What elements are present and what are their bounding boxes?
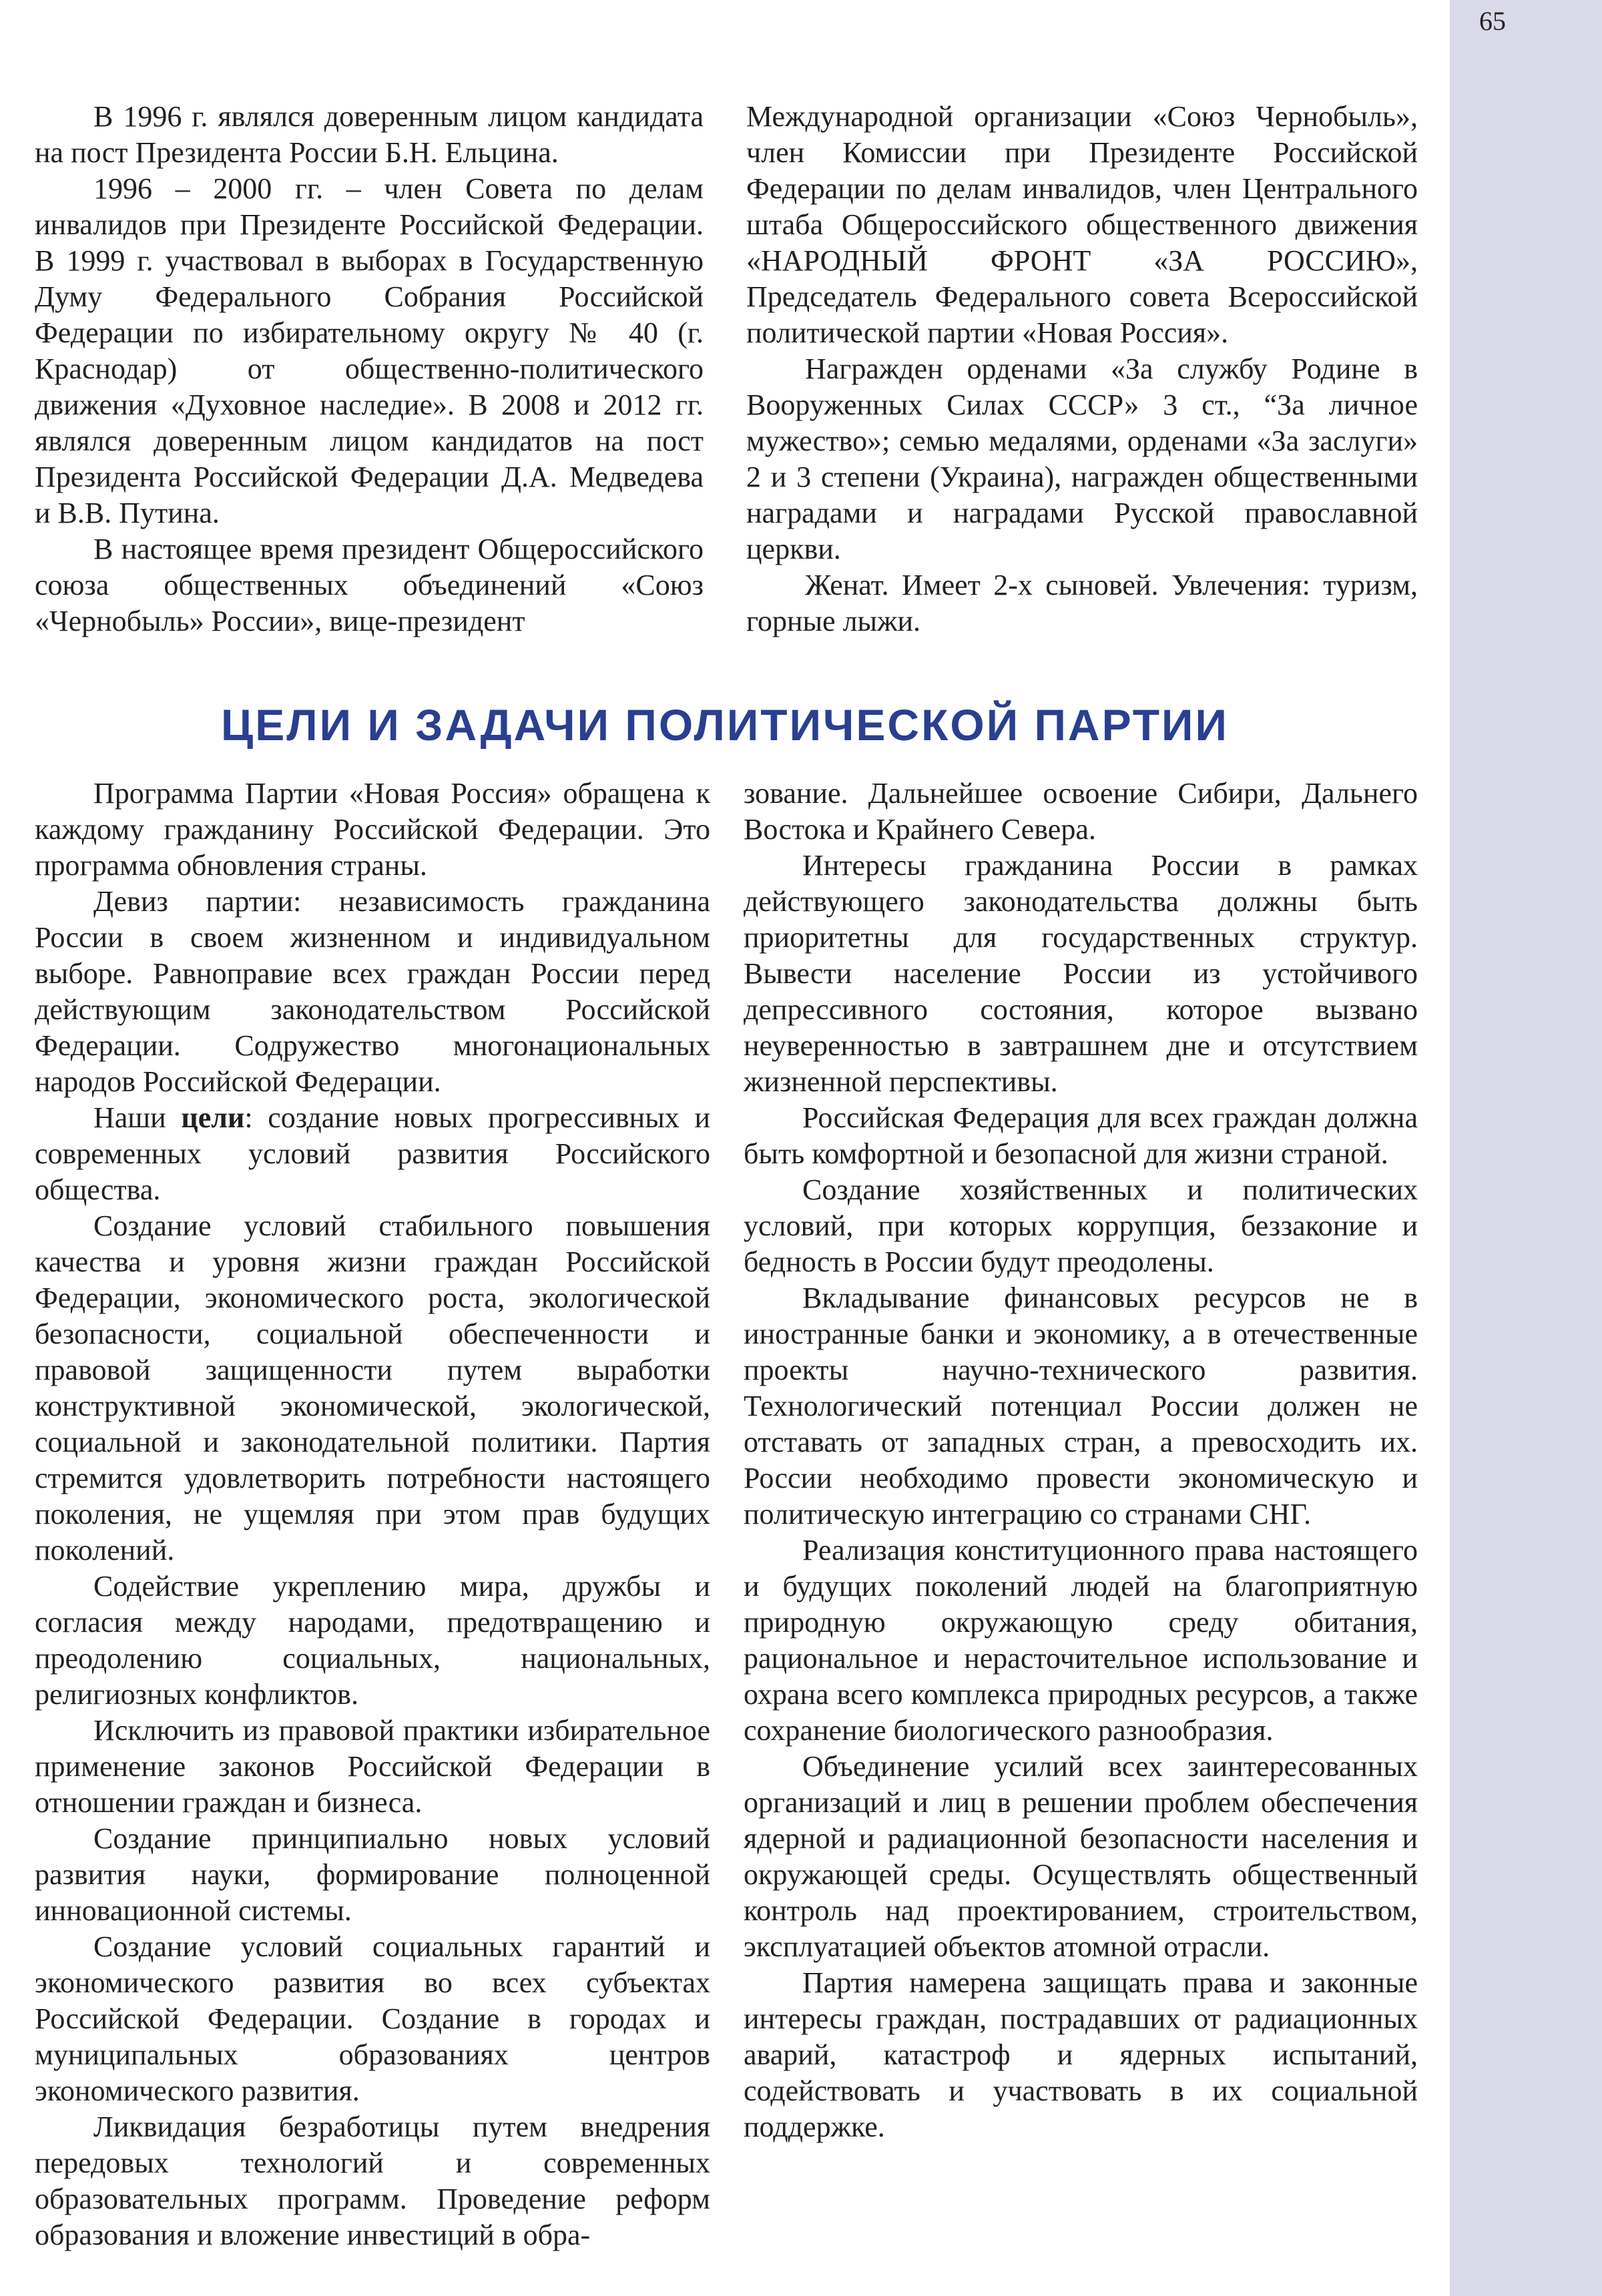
paragraph: Содействие укреплению мира, дружбы и согласия между народами, предотвращению и преодолению социальных, национальных, религиозных конфликтов.	[35, 1570, 710, 1711]
paragraph: В настоящее время президент Общероссийского союза общественных объединений «Союз «Чернобыль» России», вице-президент	[35, 533, 704, 637]
paragraph: Вкладывание финансовых ресурсов не в иностранные банки и экономику, а в отечественные проекты научно-технического развития. Технологический потенциал России должен не отставать от западных стран, а превосходить их. России необходимо провести экономическую и политическую интеграцию со странами СНГ.	[744, 1281, 1418, 1530]
paragraph: Создание условий социальных гарантий и экономического развития во всех субъектах Российской Федерации. Создание в городах и муниципальных образованиях центров экономического развития.	[35, 1930, 710, 2107]
paragraph: Партия намерена защищать права и законные интересы граждан, пострадавших от радиационных аварий, катастроф и ядерных испытаний, содействовать и участвовать в их социальной поддержке.	[744, 1966, 1418, 2143]
paragraph: Женат. Имеет 2-х сыновей. Увлечения: туризм, горные лыжи.	[746, 569, 1418, 637]
paragraph: Интересы гражданина России в рамках действующего законодательства должны быть приоритетны для государственных структур. Вывести население России из устойчивого депрессивного состояния, которое вызвано неуверенностью в завтрашнем дне и отсутствием жизненной перспективы.	[744, 849, 1418, 1098]
paragraph: 1996 – 2000 гг. – член Совета по делам инвалидов при Президенте Российской Федерации. В 1999 г. участвовал в выборах в Государственную Думу Федерального Собрания Российской Федерации по избирательному округу № 40 (г. Краснодар) от общественно-политического движения «Духовное наследие». В 2008 и 2012 гг. являлся доверенным лицом кандидатов на пост Президента Российской Федерации Д.А. Медведева и В.В. Путина.	[35, 172, 704, 529]
page-number: 65	[1479, 6, 1506, 36]
top-right-column	[746, 99, 1418, 639]
paragraph: Программа Партии «Новая Россия» обращена к каждому гражданину Российской Федерации. Это программа обновления страны.	[35, 777, 710, 882]
page-margin-strip	[1450, 0, 1602, 2296]
paragraph: Создание условий стабильного повышения качества и уровня жизни граждан Российской Федерации, экономического роста, экологической безопасности, социальной обеспеченности и правовой защищенности путем выработки конструктивной экономической, экологической, социальной и законодательной политики. Партия стремится удовлетворить потребности настоящего поколения, не ущемляя при этом прав будущих поколений.	[35, 1209, 710, 1566]
paragraph: зование. Дальнейшее освоение Сибири, Дальнего Востока и Крайнего Севера.	[744, 777, 1418, 846]
paragraph: Ликвидация безработицы путем внедрения передовых технологий и современных образовательных программ. Проведение реформ образования и вложение инвестиций в обра-	[35, 2110, 710, 2251]
paragraph: Награжден орденами «За службу Родине в Вооруженных Силах СССР» 3 ст., “За личное мужество»; семью медалями, орденами «За заслуги» 2 и 3 степени (Украина), награжден общественными наградами и наградами Русской православной церкви.	[746, 352, 1418, 565]
paragraph: Исключить из правовой практики избирательное применение законов Российской Федерации в отношении граждан и бизнеса.	[35, 1714, 710, 1819]
paragraph: Создание хозяйственных и политических условий, при которых коррупция, беззаконие и бедность в России будут преодолены.	[744, 1173, 1418, 1278]
paragraph: Девиз партии: независимость гражданина России в своем жизненном и индивидуальном выборе. Равноправие всех граждан России перед действующим законодательством Российской Федерации. Содружество многонациональных народов Российской Федерации.	[35, 885, 710, 1098]
goals-paragraph	[35, 1100, 710, 1208]
paragraph: Российская Федерация для всех граждан должна быть комфортной и безопасной для жизни страной.	[744, 1101, 1418, 1170]
goals-bold-word: цели	[181, 1101, 245, 1134]
paragraph: В 1996 г. являлся доверенным лицом кандидата на пост Президента России Б.Н. Ельцина.	[35, 100, 704, 169]
paragraph: Реализация конституционного права настоящего и будущих поколений людей на благоприятную природную окружающую среду обитания, рациональное и нерасточительное использование и охрана всего комплекса природных ресурсов, а также сохранение биологического разнообразия.	[744, 1534, 1418, 1747]
paragraph: Объединение усилий всех заинтересованных организаций и лиц в решении проблем обеспечения ядерной и радиационной безопасности населения и окружающей среды. Осуществлять общественный контроль над проектированием, строительством, эксплуатацией объектов атомной отрасли.	[744, 1750, 1418, 1963]
paragraph: Международной организации «Союз Чернобыль», член Комиссии при Президенте Российской Федерации по делам инвалидов, член Центрального штаба Общероссийского общественного движения «НАРОДНЫЙ ФРОНТ «ЗА РОССИЮ», Председатель Федерального совета Всероссийской политической партии «Новая Россия».	[746, 100, 1418, 349]
goals-rest: : создание новых прогрессивных и современных условий развития Российского общества.	[35, 1101, 710, 1206]
section-title: ЦЕЛИ И ЗАДАЧИ ПОЛИТИЧЕСКОЙ ПАРТИИ	[221, 700, 1229, 750]
main-left-column	[35, 776, 710, 2253]
paragraph: Создание принципиально новых условий развития науки, формирование полноценной инновационной системы.	[35, 1822, 710, 1927]
goals-lead: Наши	[93, 1101, 182, 1134]
top-left-column	[35, 99, 704, 639]
main-right-column	[744, 776, 1418, 2145]
